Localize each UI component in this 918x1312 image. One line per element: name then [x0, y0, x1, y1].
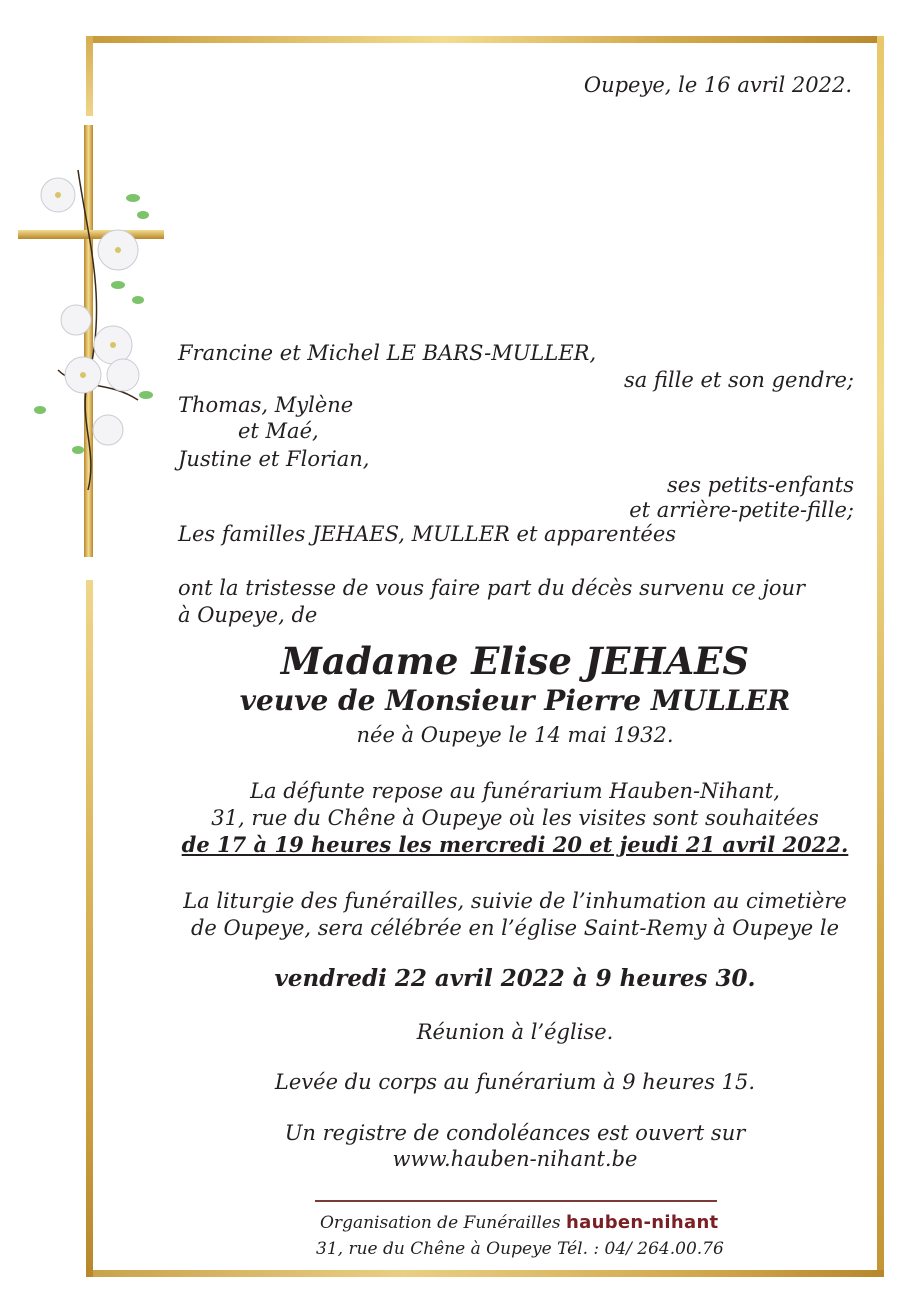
footer-org-label: Organisation de Funérailles — [320, 1213, 561, 1233]
footer-address: 31, rue du Chêne à Oupeye Tél. : 04/ 264.00.76 — [316, 1239, 724, 1259]
registry-line: Un registre de condoléances est ouvert sur — [284, 1121, 746, 1145]
relation-great-grandchild: et arrière-petite-fille; — [629, 498, 854, 522]
family-line-grandchildren-2: et Maé, — [238, 419, 319, 443]
visitation-line-1: La défunte repose au funérarium Hauben-Nihant, — [250, 779, 780, 803]
announcement-line-2: à Oupeye, de — [178, 603, 318, 627]
visitation-hours: de 17 à 19 heures les mercredi 20 et jeudi 21 avril 2022. — [181, 832, 849, 857]
liturgy-datetime: vendredi 22 avril 2022 à 9 heures 30. — [274, 965, 756, 992]
family-line-children: Francine et Michel LE BARS-MULLER, — [178, 341, 597, 365]
departure-note: Levée du corps au funérarium à 9 heures 15. — [274, 1070, 756, 1094]
family-line-grandchildren-1: Thomas, Mylène — [178, 393, 354, 417]
liturgy-line-2: de Oupeye, sera célébrée en l’église Saint-Remy à Oupeye le — [190, 916, 840, 940]
gathering-note: Réunion à l’église. — [416, 1020, 614, 1044]
liturgy-line-1: La liturgie des funérailles, suivie de l’inhumation au cimetière — [183, 889, 847, 913]
registry-url: www.hauben-nihant.be — [392, 1147, 638, 1171]
frame-left-border-top — [86, 36, 93, 116]
frame-left-border-bottom — [86, 580, 93, 1277]
frame-top-border — [86, 36, 884, 43]
place-date: Oupeye, le 16 avril 2022. — [583, 73, 852, 97]
deceased-birth: née à Oupeye le 14 mai 1932. — [356, 723, 674, 747]
family-line-families: Les familles JEHAES, MULLER et apparentées — [178, 522, 677, 546]
deceased-name: Madame Elise JEHAES — [280, 639, 750, 683]
relation-children: sa fille et son gendre; — [623, 368, 854, 392]
footer-org-line — [320, 1212, 718, 1234]
cross-with-flowers-icon — [18, 120, 168, 560]
frame-bottom-border — [86, 1270, 884, 1277]
announcement-line-1: ont la tristesse de vous faire part du décès survenu ce jour — [178, 576, 806, 600]
relation-grandchildren: ses petits-enfants — [667, 473, 854, 497]
footer-divider — [315, 1200, 717, 1202]
family-line-grandchildren-3: Justine et Florian, — [178, 447, 370, 471]
visitation-line-2: 31, rue du Chêne à Oupeye où les visites sont souhaitées — [211, 806, 819, 830]
brand-logo: hauben-nihant — [566, 1212, 719, 1233]
deceased-widow-of: veuve de Monsieur Pierre MULLER — [239, 684, 791, 717]
